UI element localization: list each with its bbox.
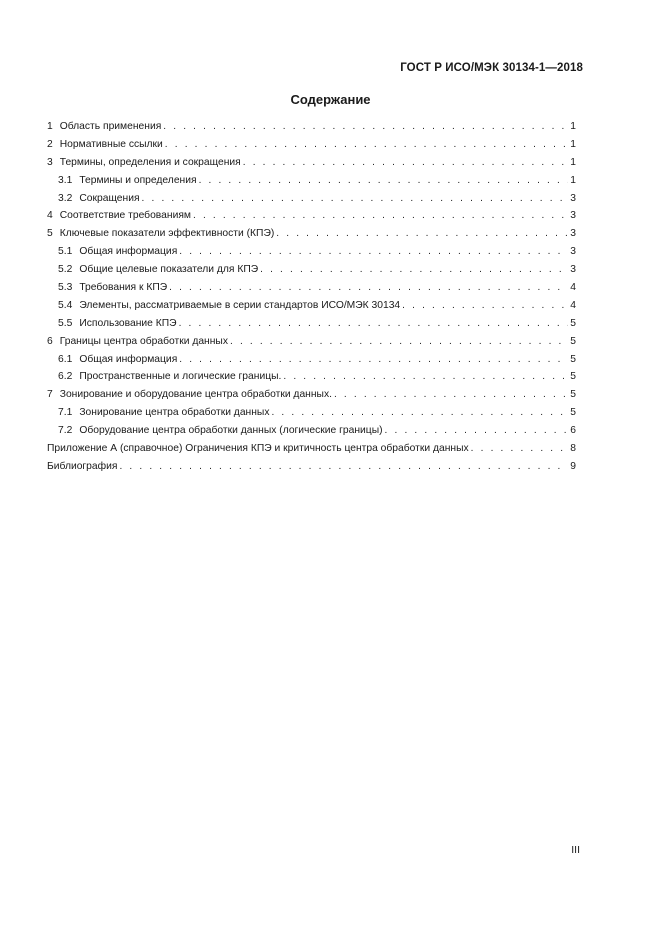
toc-dot-leader <box>169 282 568 293</box>
toc-entry-page: 5 <box>570 353 576 365</box>
toc-dot-leader <box>230 336 568 347</box>
toc-dot-leader <box>119 461 568 472</box>
toc-entry-number: 3.1 <box>58 174 73 186</box>
toc-entry-label: Область применения <box>59 121 162 132</box>
toc-entry-label: Библиография <box>47 460 118 472</box>
toc-entry[interactable] <box>47 371 576 389</box>
toc-entry[interactable] <box>47 264 576 282</box>
toc-entry-page: 5 <box>570 407 576 419</box>
toc-entry-page: 3 <box>570 192 576 204</box>
toc-entry-number: 4 <box>47 210 53 222</box>
toc-entry[interactable] <box>47 157 576 175</box>
toc-entry-appendix[interactable] <box>47 443 576 461</box>
toc-entry-label: Использование КПЭ <box>79 317 177 329</box>
toc-entry-page: 5 <box>570 317 576 329</box>
toc-entry-number: 6 <box>47 335 53 347</box>
toc-entry-number: 1 <box>47 121 53 132</box>
toc-entry-label: Элементы, рассматриваемые в серии стандартов ИСО/МЭК 30134 <box>79 299 401 311</box>
toc-entry-bibliography[interactable] <box>47 461 576 479</box>
toc-entry-page: 1 <box>570 138 576 150</box>
toc-entry-number: 6.1 <box>58 353 73 365</box>
toc-entry-page: 5 <box>570 371 576 383</box>
toc-entry-page: 1 <box>570 121 576 132</box>
toc-entry-number: 5.1 <box>58 246 73 258</box>
toc-entry-label: Пространственные и логические границы. <box>79 371 282 383</box>
toc-entry[interactable] <box>47 425 576 443</box>
toc-entry-page: 1 <box>570 156 576 168</box>
toc-entry-label: Сокращения <box>79 192 140 204</box>
toc-entry-label: Оборудование центра обработки данных (логические границы) <box>79 425 383 437</box>
toc-entry-page: 1 <box>570 174 576 186</box>
toc-dot-leader <box>179 318 569 329</box>
toc-entry-label: Нормативные ссылки <box>59 138 163 150</box>
toc-entry-page: 3 <box>570 246 576 258</box>
toc-entry[interactable] <box>47 389 576 407</box>
toc-entry[interactable] <box>47 193 576 211</box>
toc-dot-leader <box>199 175 569 186</box>
toc-entry-page: 6 <box>570 425 576 437</box>
toc-dot-leader <box>243 157 569 168</box>
toc-dot-leader <box>165 139 568 150</box>
toc-title: Содержание <box>290 92 371 107</box>
toc-entry-label: Термины и определения <box>79 174 197 186</box>
toc-entry[interactable] <box>47 210 576 228</box>
toc-entry-page: 5 <box>570 389 576 401</box>
toc-dot-leader <box>179 354 568 365</box>
toc-entry-number: 7 <box>47 389 53 401</box>
toc-entry[interactable] <box>47 354 576 372</box>
toc-entry-page: 5 <box>570 335 576 347</box>
toc-entry[interactable] <box>47 175 576 193</box>
toc-entry[interactable] <box>47 282 576 300</box>
toc-entry-label: Зонирование и оборудование центра обработки данных. <box>59 389 332 401</box>
toc-entry-page: 3 <box>570 228 576 240</box>
toc-dot-leader <box>471 443 569 454</box>
page-number: III <box>571 844 580 856</box>
toc-entry[interactable] <box>47 246 576 264</box>
toc-entry-number: 5 <box>47 228 53 240</box>
toc-dot-leader <box>402 300 568 311</box>
toc-entry-number: 2 <box>47 138 53 150</box>
toc-dot-leader <box>334 389 568 400</box>
toc-entry-page: 3 <box>570 210 576 222</box>
toc-dot-leader <box>163 121 568 132</box>
toc-entry-label: Соответствие требованиям <box>59 210 191 222</box>
toc-entry[interactable] <box>47 318 576 336</box>
toc-entry-page: 4 <box>570 299 576 311</box>
toc-entry-label: Общие целевые показатели для КПЭ <box>79 264 259 276</box>
toc-entry[interactable] <box>47 300 576 318</box>
toc-entry-label: Границы центра обработки данных <box>59 335 228 347</box>
toc-entry-number: 5.2 <box>58 264 73 276</box>
toc-entry-label: Приложение А (справочное) Ограничения КПЭ и критичность центра обработки данных <box>47 443 469 455</box>
document-code: ГОСТ Р ИСО/МЭК 30134-1—2018 <box>400 62 583 74</box>
toc-dot-leader <box>142 193 569 204</box>
toc-dot-leader <box>193 210 568 221</box>
toc-dot-leader <box>276 228 568 239</box>
toc-entry-page: 3 <box>570 264 576 276</box>
toc-entry-page: 9 <box>570 460 576 472</box>
toc-entry[interactable] <box>47 336 576 354</box>
toc-entry-label: Термины, определения и сокращения <box>59 156 241 168</box>
toc-entry[interactable] <box>47 228 576 246</box>
table-of-contents <box>47 121 576 479</box>
toc-dot-leader <box>283 371 568 382</box>
toc-dot-leader <box>385 425 569 436</box>
toc-entry[interactable] <box>47 139 576 157</box>
toc-entry-page: 8 <box>570 443 576 455</box>
toc-entry-number: 6.2 <box>58 371 73 383</box>
toc-entry-number: 3.2 <box>58 192 73 204</box>
toc-entry[interactable] <box>47 121 576 139</box>
toc-dot-leader <box>260 264 568 275</box>
toc-entry-label: Требования к КПЭ <box>79 282 168 294</box>
toc-entry-number: 3 <box>47 156 53 168</box>
toc-entry-number: 5.4 <box>58 299 73 311</box>
toc-entry-label: Ключевые показатели эффективности (КПЭ) <box>59 228 275 240</box>
toc-entry-label: Общая информация <box>79 353 178 365</box>
toc-dot-leader <box>271 407 568 418</box>
toc-entry-page: 4 <box>570 282 576 294</box>
toc-dot-leader <box>179 246 568 257</box>
toc-entry-label: Зонирование центра обработки данных <box>79 407 270 419</box>
toc-entry[interactable] <box>47 407 576 425</box>
toc-entry-number: 5.3 <box>58 282 73 294</box>
toc-entry-number: 7.2 <box>58 425 73 437</box>
toc-entry-label: Общая информация <box>79 246 178 258</box>
toc-entry-number: 7.1 <box>58 407 73 419</box>
toc-entry-number: 5.5 <box>58 317 73 329</box>
